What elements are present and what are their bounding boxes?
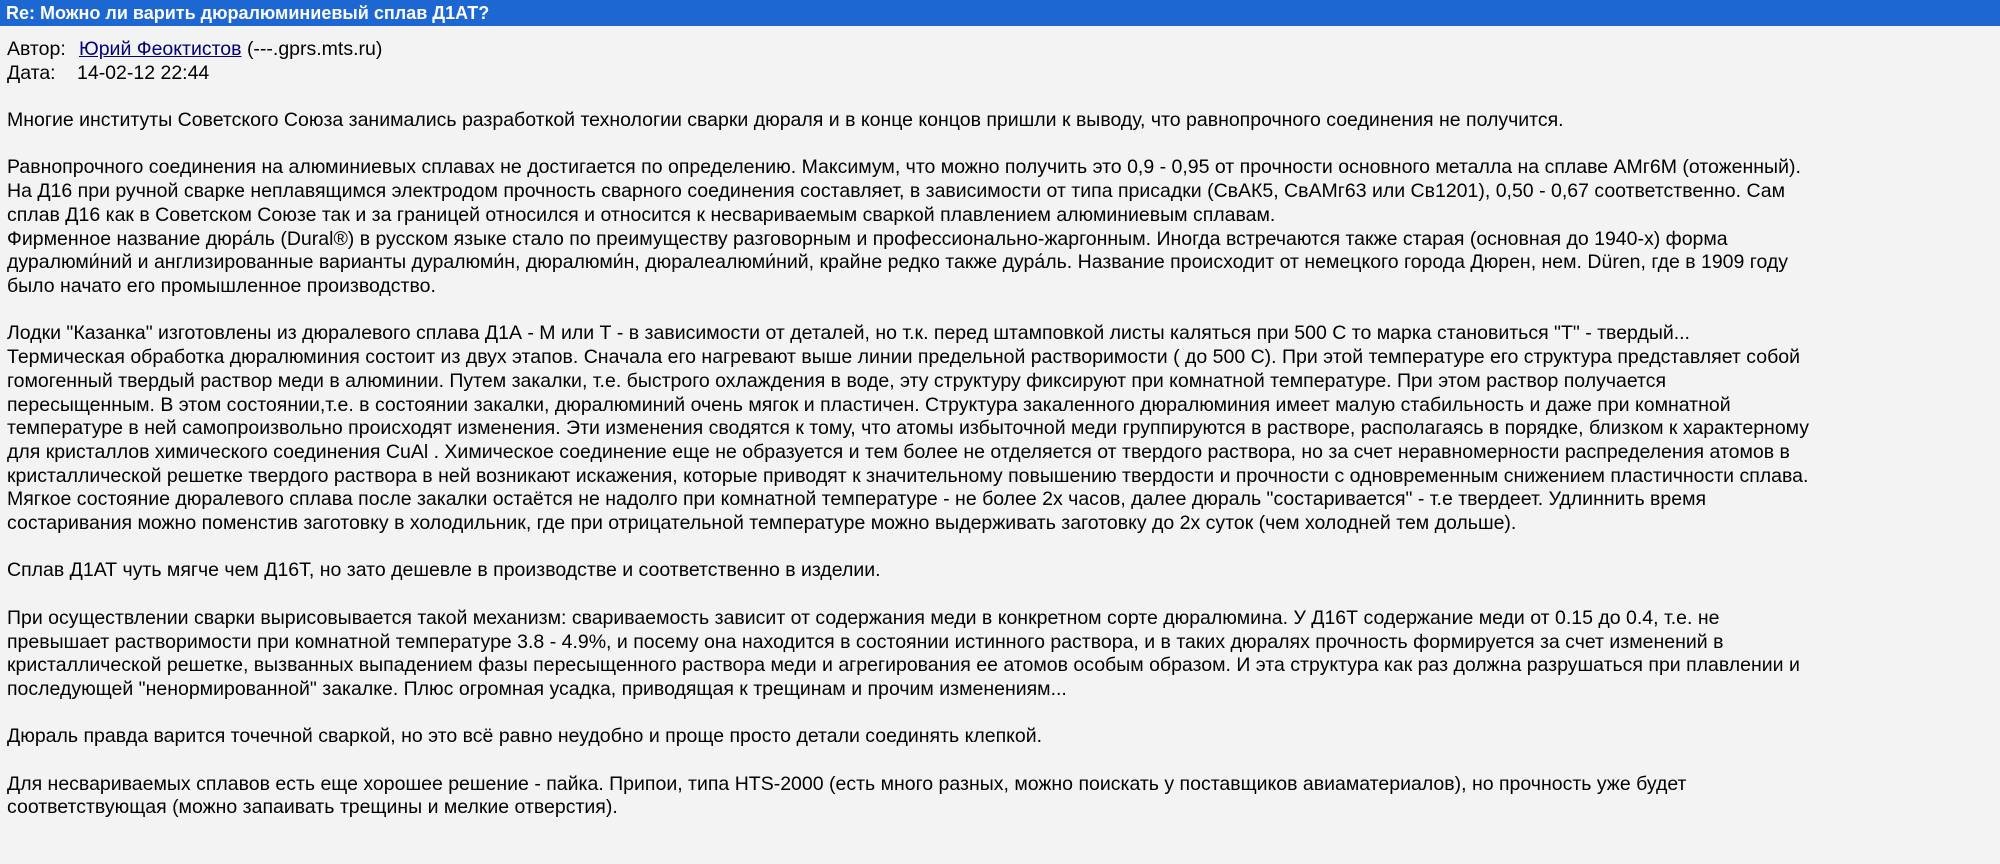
post-paragraph: Дюраль правда варится точечной сваркой, но это всё равно неудобно и проще просто детали соединять клепкой. <box>7 725 1043 748</box>
author-host: (---.gprs.mts.ru) <box>246 38 383 60</box>
post-paragraph: Лодки "Казанка" изготовлены из дюралевого сплава Д1А - М или Т - в зависимости от деталей, но т.к. перед штамповкой листы каляться при 500 С то марка становиться "Т" - твердый... Термическая обработка дюралюминия состоит из двух этапов. Сначала его нагревают выше линии предельной растворимости ( до 500 С). При этой температуре его структура представляет собой гомогенный твердый раствор меди в алюминии. Путем закалки, т.е. быстрого охлаждения в воде, эту структуру фиксируют при комнатной температуре. При этом раствор получается пересыщенным. В этом состоянии,т.е. в состоянии закалки, дюралюминий очень мягок и пластичен. Структура закаленного дюралюминия имеет малую стабильность и даже при комнатной температуре в ней самопроизвольно происходят изменения. Эти изменения сводятся к тому, что атомы избыточной меди группируются в растворе, располагаясь в порядке, близком к характерному для кристаллов химического соединения CuAl . Химическое соединение еще не образуется и тем более не отделяется от твердого раствора, но за счет неравномерности распределения атомов в кристаллической решетке твердого раствора в ней возникают искажения, которые приводят к значительному повышению твердости и прочности с одновременным снижением пластичности сплава. Мягкое состояние дюралевого сплава после закалки остаётся не надолго при комнатной температуре - не более 2х часов, далее дюраль "состаривается" - т.е твердеет. Удлиннить время состаривания можно поменстив заготовку в холодильник, где при отрицательной температуре можно выдерживать заготовку до 2х суток (чем холодней тем дольше). <box>7 322 1810 535</box>
post-title: Re: Можно ли варить дюралюминиевый сплав Д1АТ? <box>6 3 490 23</box>
author-link[interactable]: Юрий Феоктистов <box>79 38 242 60</box>
post-paragraph: При осуществлении сварки вырисовывается такой механизм: свариваемость зависит от содержания меди в конкретном сорте дюралюмина. У Д16Т содержание меди от 0.15 до 0.4, т.е. не превышает растворимости при комнатной температуре 3.8 - 4.9%, и посему она находится в состоянии истинного раствора, и в таких дюралях прочность формируется за счет изменений в кристаллической решетке, вызванных выпадением фазы пересыщенного раствора меди и агрегирования ее атомов особым образом. И эта структура как раз должна разрушаться при плавлении и последующей "ненормированной" закалке. Плюс огромная усадка, приводящая к трещинам и прочим изменениям... <box>7 606 1800 700</box>
author-row <box>7 38 1993 62</box>
post-paragraph: Многие институты Советского Союза занимались разработкой технологии сварки дюраля и в конце концов пришли к выводу, что равнопрочного соединения не получится. <box>7 109 1564 132</box>
post-container <box>0 26 2000 820</box>
post-paragraph: Равнопрочного соединения на алюминиевых сплавах не достигается по определению. Максимум, что можно получить это 0,9 - 0,95 от прочности основного металла на сплаве АМг6М (отоженный). На Д16 при ручной сварке неплавящимся электродом прочность сварного соединения составляет, в зависимости от типа присадки (СвАК5, СвАМг63 или Св1201), 0,50 - 0,67 соответственно. Сам сплав Д16 как в Советском Союзе так и за границей относился и относится к несвариваемым сваркой плавлением алюминиевым сплавам. Фирменное название дюра́ль (Dural®) в русском языке стало по преимуществу разговорным и профессионально-жаргонным. Иногда встречаются также старая (основная до 1940-х) форма дуралюми́ний и англизированные варианты дуралюми́н, дюралюми́н, дюралеалюми́ний, крайне редко также дура́ль. Название происходит от немецкого города Дюрен, нем. Düren, где в 1909 году было начато его промышленное производство. <box>7 156 1801 297</box>
author-label: Автор: <box>7 38 66 60</box>
date-row <box>7 62 1993 86</box>
post-title-bar <box>0 0 2000 26</box>
post-paragraph: Сплав Д1АТ чуть мягче чем Д16Т, но зато дешевле в производстве и соответственно в изделии. <box>7 559 881 582</box>
date-value: 14-02-12 22:44 <box>77 61 210 84</box>
post-paragraph: Для несвариваемых сплавов есть еще хорошее решение - пайка. Припои, типа HTS-2000 (есть много разных, можно поискать у поставщиков авиаматериалов), но прочность уже будет соответствующая (можно запаивать трещины и мелкие отверстия). <box>7 772 1687 819</box>
post-body <box>7 109 1993 820</box>
date-label: Дата: <box>7 61 56 84</box>
